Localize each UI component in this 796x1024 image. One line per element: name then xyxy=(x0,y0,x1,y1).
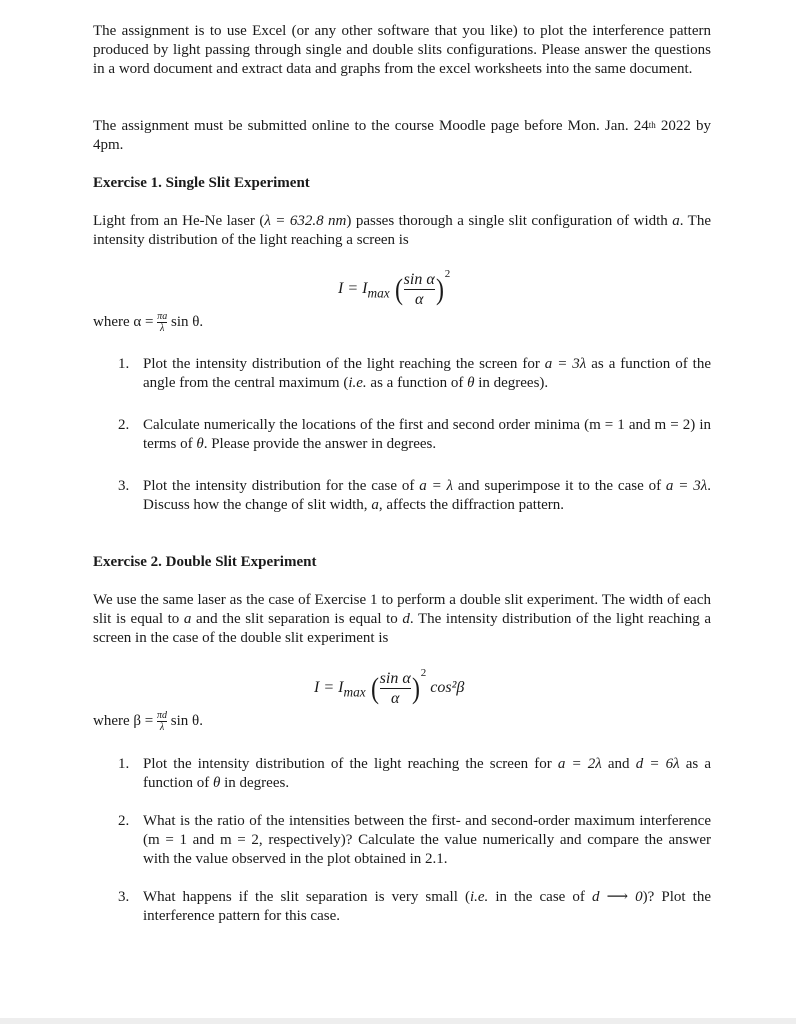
deadline-paragraph: The assignment must be submitted online to the course Moodle page before Mon. Jan. 24th 2022 by 4pm. xyxy=(93,118,712,153)
exercise2-intensity-equation: $I = I_{max}$ ( $\frac{\text{sin α}}{\alpha}$ )$^2$ cos²β xyxy=(314,667,465,707)
exercise1-intensity-equation: $I = I_{max}$ ( $\frac{\text{sin α}}{\alpha}$ )$^2$ xyxy=(338,268,451,308)
exercise1-heading: Exercise 1. Single Slit Experiment xyxy=(93,175,310,191)
exercise2-intro: We use the same laser as the case of Exercise 1 to perform a double slit experiment. The width of each slit is equal to a and the slit separation is equal to d. The intensity distribution of the light reaching a screen in the case of the double slit experiment is xyxy=(93,592,711,646)
exercise1-alpha-definition: where $\alpha = \frac{\pi a}{\lambda}$ sin θ. xyxy=(93,311,204,334)
exercise1-intro: Light from an He-Ne laser (λ = 632.8 nm) passes thorough a single slit configuration of width a. The intensity distribution of the light reaching a screen is xyxy=(93,213,711,248)
exercise2-heading: Exercise 2. Double Slit Experiment xyxy=(93,554,317,570)
intro-paragraph: The assignment is to use Excel (or any other software that you like) to plot the interference pattern produced by light passing through single and double slits configurations. Please answer the questions in a word document and extract data and graphs from the excel worksheets into the same document. xyxy=(93,23,711,77)
exercise2-beta-definition: where $\beta = \frac{\pi d}{\lambda}$ sin θ. xyxy=(93,710,203,733)
page-bottom-edge xyxy=(0,1018,796,1024)
